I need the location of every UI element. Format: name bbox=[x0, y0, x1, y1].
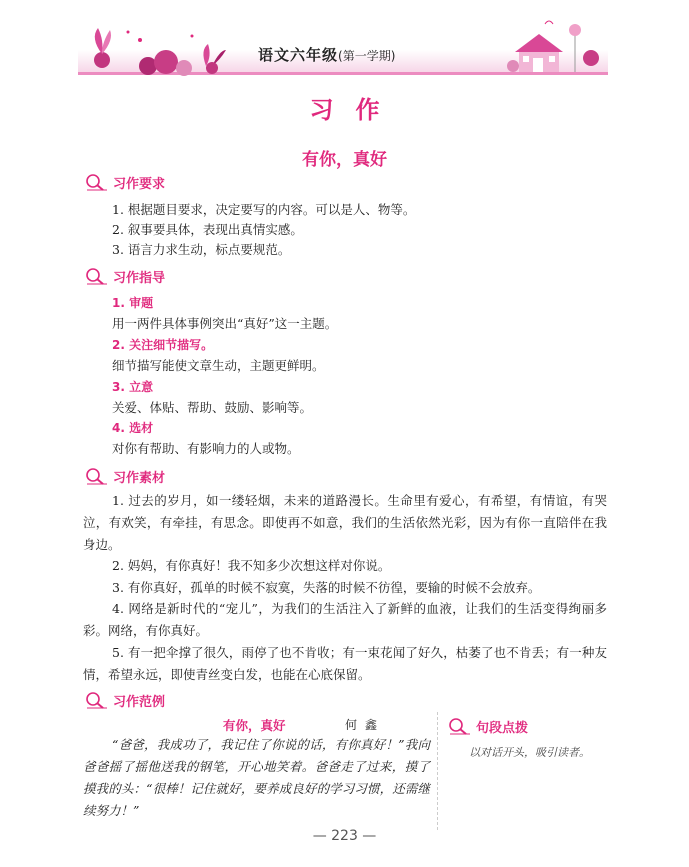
section-heading-requirements: 习作要求 bbox=[83, 172, 165, 192]
section-heading-tip: 句段点拨 bbox=[446, 716, 528, 736]
guidance-label: 1. 审题 bbox=[112, 296, 154, 310]
guidance-label: 2. 关注细节描写。 bbox=[112, 338, 214, 352]
decorative-house-icon bbox=[505, 14, 605, 74]
semester-label: (第一学期) bbox=[338, 49, 396, 63]
requirement-item: 2. 叙事要具体，表现出真情实感。 bbox=[112, 222, 303, 237]
material-item: 3. 有你真好，孤单的时候不寂寞，失落的时候不彷徨，要输的时候不会放弃。 bbox=[112, 580, 541, 595]
essay-topic: 有你，真好 bbox=[302, 150, 387, 170]
column-divider bbox=[437, 712, 439, 830]
tip-text: 以对话开头，吸引读者。 bbox=[469, 746, 590, 759]
material-item: 1. 过去的岁月，如一缕轻烟，未来的道路漫长。生命里有爱心，有希望，有情谊，有哭泣，有欢笑，有牵挂，有思念。即使再不如意，我们的生活依然光彩，因为有你一直陪伴在我身边。 bbox=[83, 493, 607, 552]
section-heading-example: 习作范例 bbox=[83, 690, 165, 710]
magnifier-icon bbox=[446, 716, 472, 736]
guidance-text: 细节描写能使文章生动，主题更鲜明。 bbox=[112, 358, 325, 373]
decorative-left-plants-icon bbox=[80, 20, 230, 76]
example-essay-title: 有你，真好 bbox=[223, 718, 286, 733]
book-title: 语文六年级(第一学期) bbox=[258, 46, 396, 64]
magnifier-icon bbox=[83, 466, 109, 486]
requirement-item: 1. 根据题目要求，决定要写的内容。可以是人、物等。 bbox=[112, 202, 416, 217]
magnifier-icon bbox=[83, 690, 109, 710]
page-number: — 223 — bbox=[312, 828, 377, 844]
magnifier-icon bbox=[83, 266, 109, 286]
requirement-item: 3. 语言力求生动，标点要规范。 bbox=[112, 242, 291, 257]
material-item: 2. 妈妈，有你真好！我不知多少次想这样对你说。 bbox=[112, 558, 391, 573]
example-essay-author: 何鑫 bbox=[345, 718, 386, 732]
material-item: 5. 有一把伞撑了很久，雨停了也不肯收；有一束花闻了好久，枯萎了也不肯丢；有一种友情，希望永远，即使青丝变白发，也能在心底保留。 bbox=[83, 645, 607, 682]
example-essay-text: “爸爸，我成功了，我记住了你说的话，有你真好！”我向爸爸摇了摇他送我的钢笔，开心地笑着。爸爸走了过来，摸了摸我的头：“很棒！记住就好，要养成良好的学习习惯，还需继续努力！” bbox=[83, 737, 430, 818]
guidance-label: 4. 选材 bbox=[112, 421, 154, 435]
material-item: 4. 网络是新时代的“宠儿”，为我们的生活注入了新鲜的血液，让我们的生活变得绚丽多彩。网络，有你真好。 bbox=[83, 601, 607, 638]
magnifier-icon bbox=[83, 172, 109, 192]
page-title: 习作 bbox=[309, 96, 402, 124]
section-heading-materials: 习作素材 bbox=[83, 466, 165, 486]
guidance-text: 对你有帮助、有影响力的人或物。 bbox=[112, 441, 300, 456]
section-heading-guidance: 习作指导 bbox=[83, 266, 165, 286]
guidance-text: 用一两件具体事例突出“真好”这一主题。 bbox=[112, 316, 338, 331]
guidance-label: 3. 立意 bbox=[112, 380, 154, 394]
guidance-text: 关爱、体贴、帮助、鼓励、影响等。 bbox=[112, 400, 313, 415]
